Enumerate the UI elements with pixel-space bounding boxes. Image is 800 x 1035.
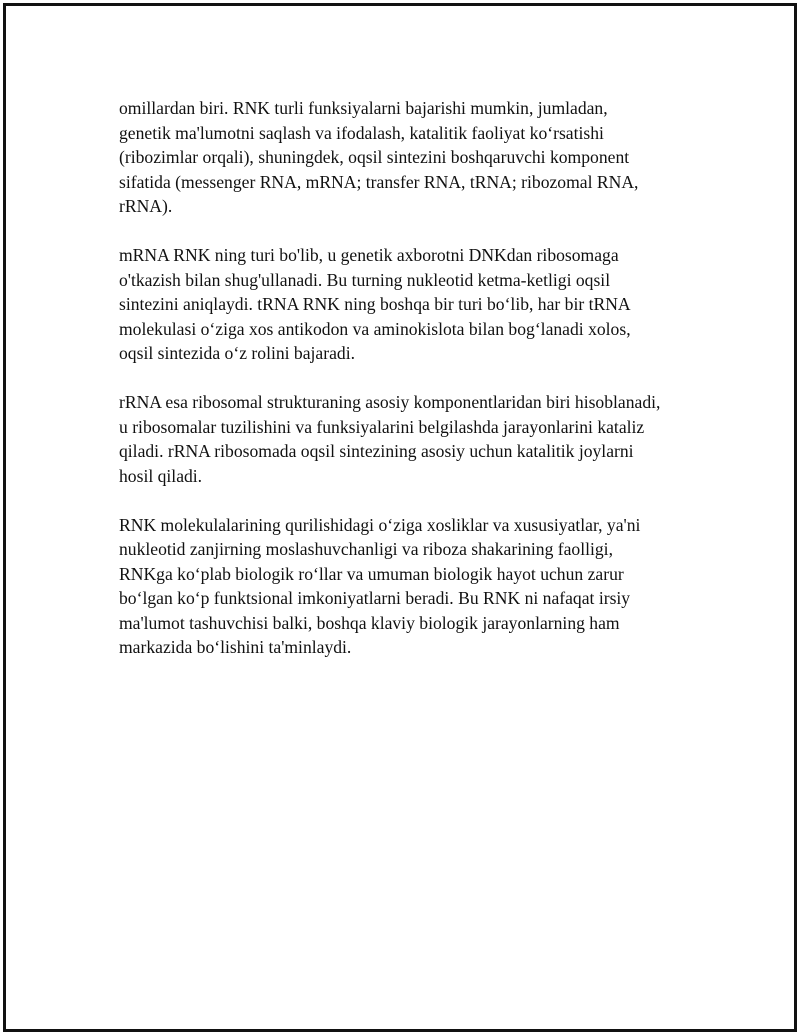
text-line: bo‘lgan ko‘p funktsional imkoniyatlarni beradi. Bu RNK ni nafaqat irsiy xyxy=(119,588,631,608)
text-line: rRNA esa ribosomal strukturaning asosiy komponentlaridan biri hisoblanadi, xyxy=(119,392,661,412)
text-line: RNK molekulalarining qurilishidagi o‘ziga xosliklar va xususiyatlar, ya'ni xyxy=(119,514,641,535)
text-line: sifatida (messenger RNA, mRNA; transfer RNA, tRNA; ribozomal RNA, xyxy=(119,171,639,192)
text-line: rRNA). xyxy=(119,196,173,216)
text-line: markazida bo‘lishini ta'minlaydi. xyxy=(119,637,352,657)
text-line: qiladi. rRNA ribosomada oqsil sintezining asosiy uchun katalitik joylarni xyxy=(119,441,634,461)
text-line: nukleotid zanjirning moslashuvchanligi va riboza shakarining faolligi, xyxy=(119,539,613,559)
paragraph-3 xyxy=(119,390,709,488)
paragraph-2 xyxy=(119,243,709,366)
paragraph-1 xyxy=(119,96,709,219)
text-line: genetik ma'lumotni saqlash va ifodalash, katalitik faoliyat ko‘rsatishi xyxy=(119,122,604,143)
text-line: RNKga ko‘plab biologik ro‘llar va umuman biologik hayot uchun zarur xyxy=(119,563,624,584)
text-line: hosil qiladi. xyxy=(119,465,203,486)
page-frame xyxy=(3,3,797,1032)
paragraph-4 xyxy=(119,513,709,660)
text-line: sintezini aniqlaydi. tRNA RNK ning boshqa bir turi bo‘lib, har bir tRNA xyxy=(119,294,631,314)
text-line: molekulasi o‘ziga xos antikodon va aminokislota bilan bog‘lanadi xolos, xyxy=(119,318,631,339)
text-line: o'tkazish bilan shug'ullanadi. Bu turning nukleotid ketma-ketligi oqsil xyxy=(119,269,611,290)
text-line: ma'lumot tashuvchisi balki, boshqa klaviy biologik jarayonlarning ham xyxy=(119,612,620,633)
text-line: (ribozimlar orqali), shuningdek, oqsil sintezini boshqaruvchi komponent xyxy=(119,147,630,167)
text-line: omillardan biri. RNK turli funksiyalarni bajarishi mumkin, jumladan, xyxy=(119,98,608,118)
document-body xyxy=(119,96,709,684)
text-line: mRNA RNK ning turi bo'lib, u genetik axborotni DNKdan ribosomaga xyxy=(119,245,619,265)
text-line: oqsil sintezida o‘z rolini bajaradi. xyxy=(119,343,355,363)
text-line: u ribosomalar tuzilishini va funksiyalarini belgilashda jarayonlarini kataliz xyxy=(119,416,645,437)
